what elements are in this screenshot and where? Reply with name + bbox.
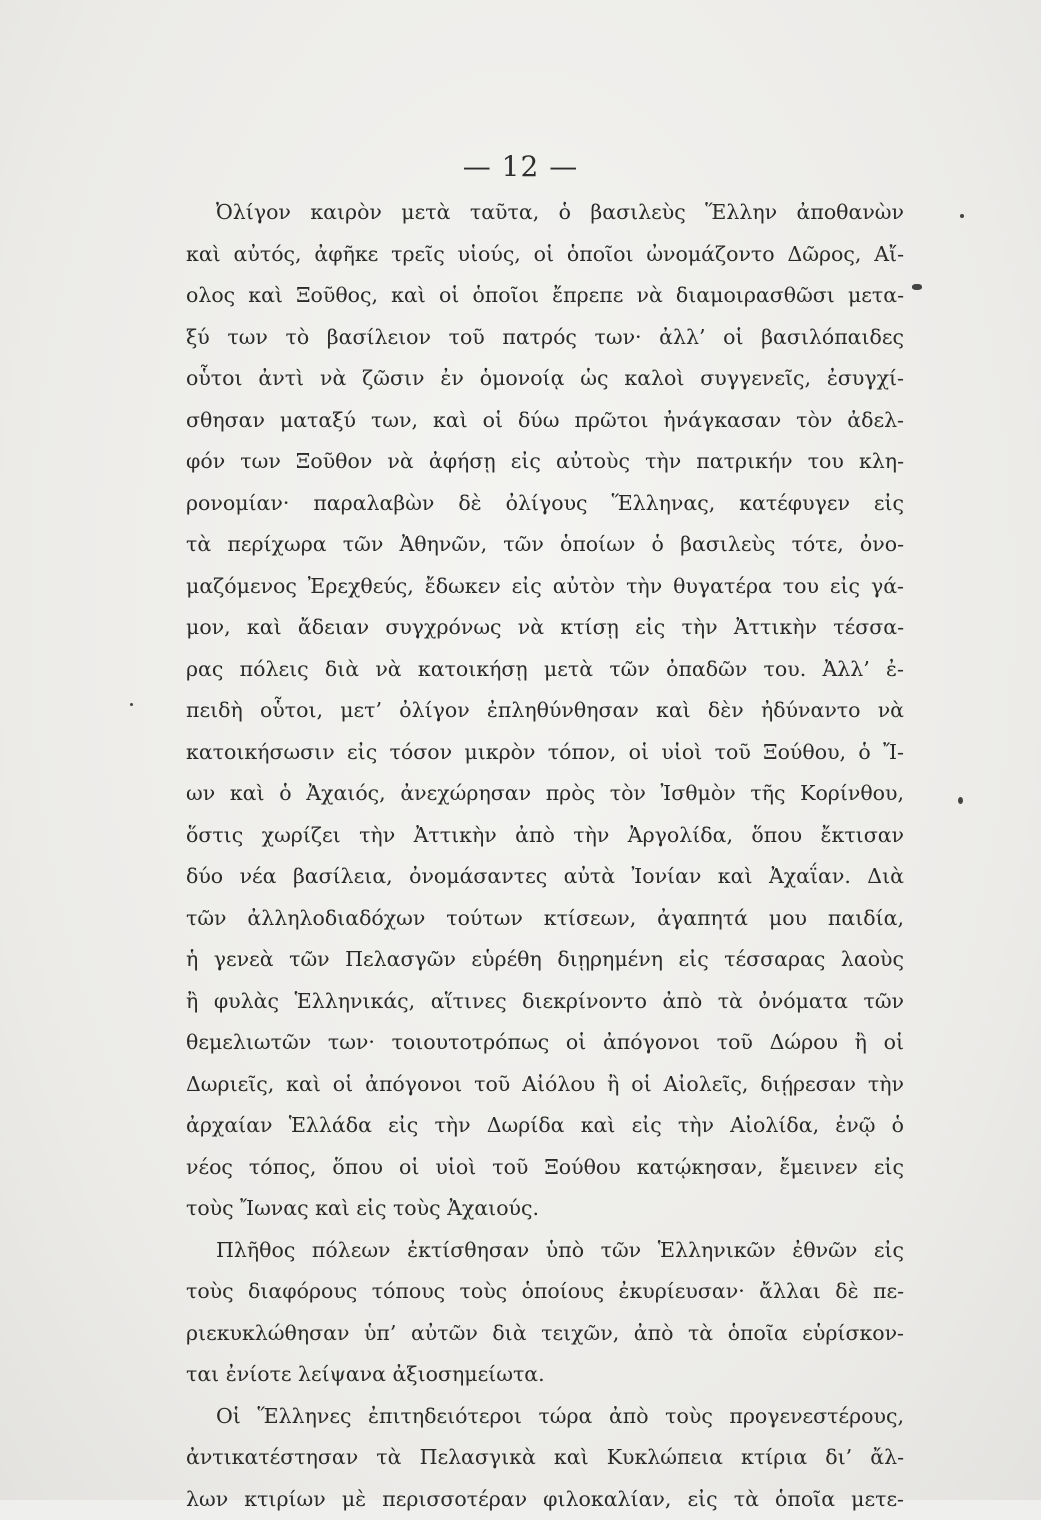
text-line: Οἱ Ἕλληνες ἐπιτηδειότεροι τώρα ἀπὸ τοὺς προγενεστέρους,: [186, 1396, 904, 1438]
text-line: ἡ γενεὰ τῶν Πελασγῶν εὑρέθη διῃρημένη εἰς τέσσαρας λαοὺς: [186, 939, 904, 981]
text-line: ρονομίαν· παραλαβὼν δὲ ὀλίγους Ἕλληνας, κατέφυγεν εἰς: [186, 483, 904, 525]
scan-speck: [960, 214, 964, 218]
text-line: ἀντικατέστησαν τὰ Πελασγικὰ καὶ Κυκλώπεια κτίρια δι’ ἄλ-: [186, 1437, 904, 1479]
text-line: τὰ περίχωρα τῶν Ἀθηνῶν, τῶν ὁποίων ὁ βασιλεὺς τότε, ὀνο-: [186, 524, 904, 566]
text-body: [186, 192, 904, 1520]
text-line: πειδὴ οὗτοι, μετ’ ὀλίγον ἐπληθύνθησαν καὶ δὲν ἠδύναντο νὰ: [186, 690, 904, 732]
paragraph-2: [186, 1230, 904, 1396]
scan-speck: [958, 797, 963, 804]
text-line: καὶ αὐτός, ἀφῆκε τρεῖς υἱούς, οἱ ὁποῖοι ὠνομάζοντο Δῶρος, Αἴ-: [186, 234, 904, 276]
paragraph-3: [186, 1396, 904, 1520]
text-line: ται ἐνίοτε λείψανα ἀξιοσημείωτα.: [186, 1354, 904, 1396]
text-line: Ὀλίγον καιρὸν μετὰ ταῦτα, ὁ βασιλεὺς Ἕλλην ἀποθανὼν: [186, 192, 904, 234]
text-line: φόν των Ξοῦθον νὰ ἀφήσῃ εἰς αὐτοὺς τὴν πατρικήν του κλη-: [186, 441, 904, 483]
text-line: σθησαν ματαξύ των, καὶ οἱ δύω πρῶτοι ἠνάγκασαν τὸν ἀδελ-: [186, 400, 904, 442]
text-line: κατοικήσωσιν εἰς τόσον μικρὸν τόπον, οἱ υἱοὶ τοῦ Ξούθου, ὁ Ἴ-: [186, 732, 904, 774]
text-line: Δωριεῖς, καὶ οἱ ἀπόγονοι τοῦ Αἰόλου ἢ οἱ Αἰολεῖς, διῄρεσαν τὴν: [186, 1064, 904, 1106]
text-line: μον, καὶ ἄδειαν συγχρόνως νὰ κτίσῃ εἰς τὴν Ἀττικὴν τέσσα-: [186, 607, 904, 649]
text-line: τοὺς Ἴωνας καὶ εἰς τοὺς Ἀχαιούς.: [186, 1188, 904, 1230]
text-line: Πλῆθος πόλεων ἐκτίσθησαν ὑπὸ τῶν Ἑλληνικῶν ἐθνῶν εἰς: [186, 1230, 904, 1272]
text-line: τοὺς διαφόρους τόπους τοὺς ὁποίους ἐκυρίευσαν· ἄλλαι δὲ πε-: [186, 1271, 904, 1313]
text-line: μαζόμενος Ἐρεχθεύς, ἔδωκεν εἰς αὐτὸν τὴν θυγατέρα του εἰς γά-: [186, 566, 904, 608]
text-line: οὗτοι ἀντὶ νὰ ζῶσιν ἐν ὁμονοίᾳ ὡς καλοὶ συγγενεῖς, ἐσυγχί-: [186, 358, 904, 400]
paragraph-1: [186, 192, 904, 1230]
text-line: ολος καὶ Ξοῦθος, καὶ οἱ ὁποῖοι ἔπρεπε νὰ διαμοιρασθῶσι μετα-: [186, 275, 904, 317]
text-line: θεμελιωτῶν των· τοιουτοτρόπως οἱ ἀπόγονοι τοῦ Δώρου ἢ οἱ: [186, 1022, 904, 1064]
text-line: ριεκυκλώθησαν ὑπ’ αὐτῶν διὰ τειχῶν, ἀπὸ τὰ ὁποῖα εὑρίσκον-: [186, 1313, 904, 1355]
text-line: λων κτιρίων μὲ περισσοτέραν φιλοκαλίαν, εἰς τὰ ὁποῖα μετε-: [186, 1479, 904, 1520]
text-line: δύο νέα βασίλεια, ὀνομάσαντες αὐτὰ Ἰονίαν καὶ Ἀχαΐαν. Διὰ: [186, 856, 904, 898]
text-line: νέος τόπος, ὅπου οἱ υἱοὶ τοῦ Ξούθου κατῴκησαν, ἔμεινεν εἰς: [186, 1147, 904, 1189]
text-line: τῶν ἀλληλοδιαδόχων τούτων κτίσεων, ἀγαπητά μου παιδία,: [186, 898, 904, 940]
text-line: ἀρχαίαν Ἑλλάδα εἰς τὴν Δωρίδα καὶ εἰς τὴν Αἰολίδα, ἐνῷ ὁ: [186, 1105, 904, 1147]
scan-speck: [912, 284, 922, 290]
text-line: ρας πόλεις διὰ νὰ κατοικήσῃ μετὰ τῶν ὀπαδῶν του. Ἀλλ’ ἐ-: [186, 649, 904, 691]
page-number: — 12 —: [0, 150, 1041, 183]
text-line: ἢ φυλὰς Ἑλληνικάς, αἵτινες διεκρίνοντο ἀπὸ τὰ ὀνόματα τῶν: [186, 981, 904, 1023]
text-line: ων καὶ ὁ Ἀχαιός, ἀνεχώρησαν πρὸς τὸν Ἰσθμὸν τῆς Κορίνθου,: [186, 773, 904, 815]
text-line: ξύ των τὸ βασίλειον τοῦ πατρός των· ἀλλ’ οἱ βασιλόπαιδες: [186, 317, 904, 359]
scan-speck: [130, 703, 133, 706]
text-line: ὅστις χωρίζει τὴν Ἀττικὴν ἀπὸ τὴν Ἀργολίδα, ὅπου ἔκτισαν: [186, 815, 904, 857]
